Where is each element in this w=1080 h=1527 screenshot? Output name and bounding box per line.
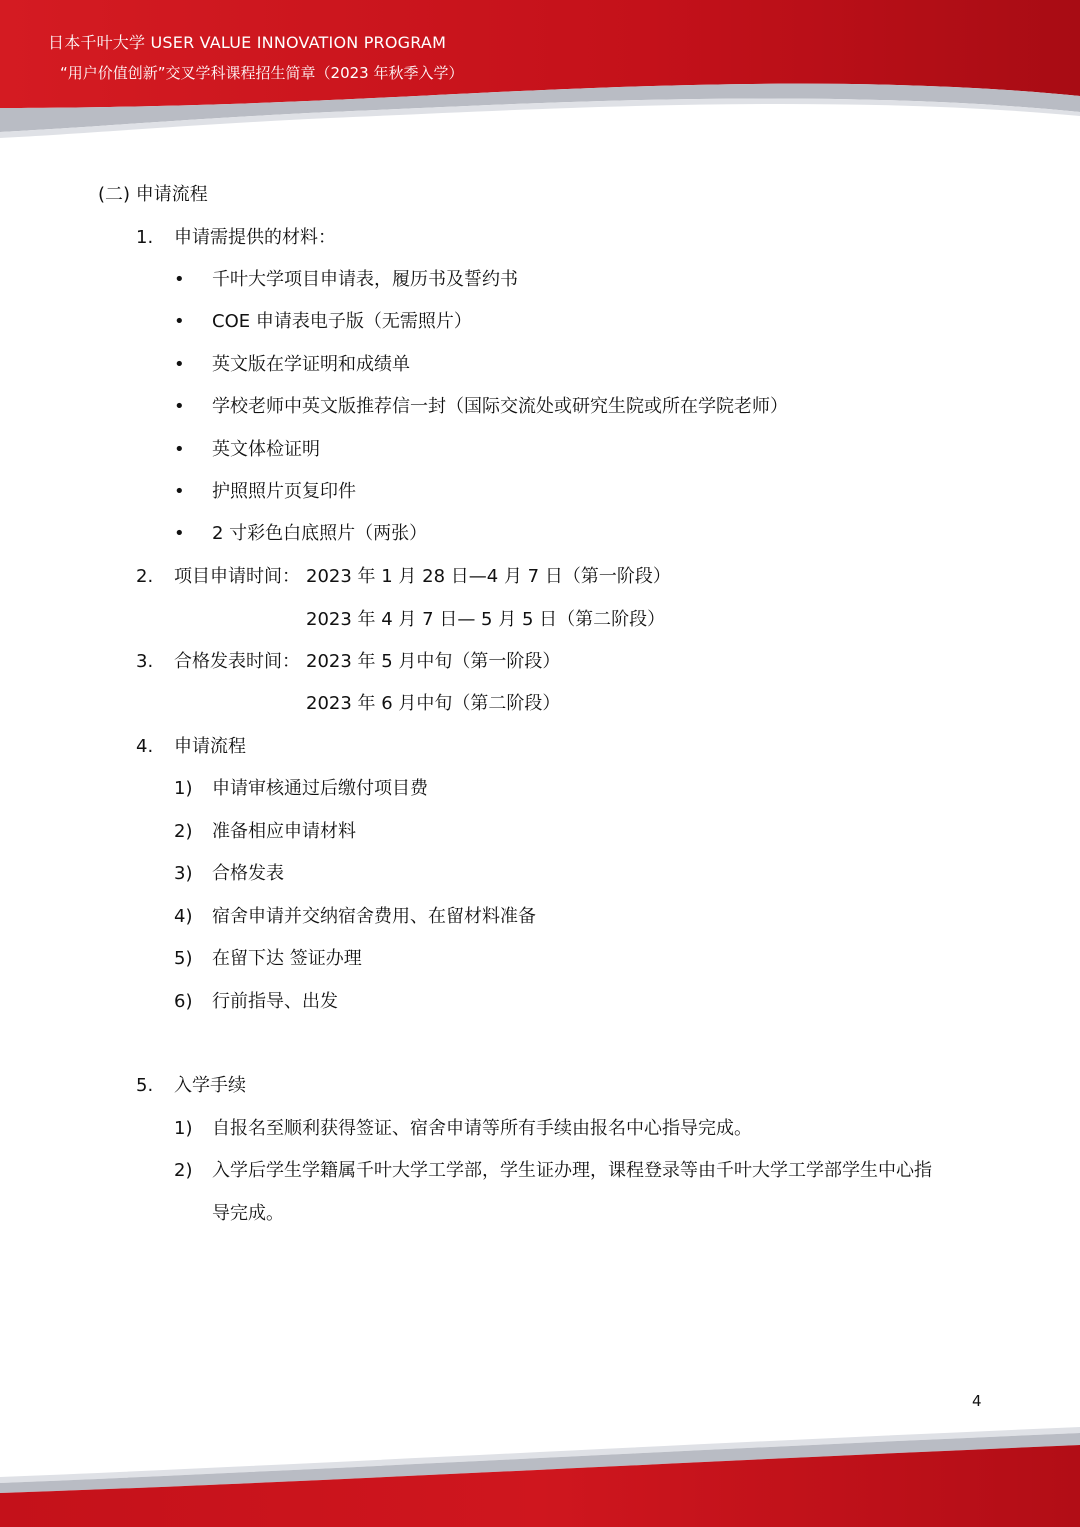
- list-item: 护照照片页复印件: [212, 481, 356, 502]
- step-text: 入学后学生学籍属千叶大学工学部，学生证办理，课程登录等由千叶大学工学部学生中心指: [212, 1160, 932, 1181]
- item-number: 4.: [136, 736, 154, 757]
- application-period-2: 2023 年 4 月 7 日— 5 月 5 日（第二阶段）: [306, 609, 666, 630]
- bullet-icon: •: [174, 481, 185, 502]
- step-text: 合格发表: [212, 863, 284, 884]
- application-period-1: 2023 年 1 月 28 日—4 月 7 日（第一阶段）: [306, 566, 671, 587]
- step-number: 3): [174, 863, 193, 884]
- step-text: 准备相应申请材料: [212, 821, 356, 842]
- bullet-icon: •: [174, 523, 185, 544]
- item-label: 申请流程: [174, 736, 246, 757]
- bullet-icon: •: [174, 396, 185, 417]
- step-number: 2): [174, 1160, 193, 1181]
- step-number: 5): [174, 948, 193, 969]
- item-number: 1.: [136, 227, 154, 248]
- step-text: 自报名至顺利获得签证、宿舍申请等所有手续由报名中心指导完成。: [212, 1118, 752, 1139]
- bullet-icon: •: [174, 439, 185, 460]
- step-number: 1): [174, 778, 193, 799]
- list-item: 千叶大学项目申请表，履历书及誓约书: [212, 269, 518, 290]
- item-label: 项目申请时间：: [174, 566, 300, 587]
- step-number: 1): [174, 1118, 193, 1139]
- page-number: 4: [972, 1392, 982, 1410]
- result-date-2: 2023 年 6 月中旬（第二阶段）: [306, 693, 561, 714]
- item-number: 5.: [136, 1075, 154, 1096]
- step-text: 申请审核通过后缴付项目费: [212, 778, 428, 799]
- list-item: COE 申请表电子版（无需照片）: [212, 311, 472, 332]
- list-item: 英文体检证明: [212, 439, 320, 460]
- item-number: 2.: [136, 566, 154, 587]
- step-text: 在留下达 签证办理: [212, 948, 362, 969]
- item-label: 申请需提供的材料：: [174, 227, 336, 248]
- header-title-cn: “用户价值创新”交叉学科课程招生简章（2023 年秋季入学）: [60, 64, 464, 82]
- result-date-1: 2023 年 5 月中旬（第一阶段）: [306, 651, 561, 672]
- bullet-icon: •: [174, 354, 185, 375]
- item-label: 入学手续: [174, 1075, 246, 1096]
- section-title: (二) 申请流程: [98, 184, 208, 205]
- step-text-continuation: 导完成。: [212, 1203, 284, 1224]
- step-number: 2): [174, 821, 193, 842]
- step-text: 宿舍申请并交纳宿舍费用、在留材料准备: [212, 906, 536, 927]
- item-label: 合格发表时间：: [174, 651, 300, 672]
- list-item: 学校老师中英文版推荐信一封（国际交流处或研究生院或所在学院老师）: [212, 396, 788, 417]
- item-number: 3.: [136, 651, 154, 672]
- list-item: 英文版在学证明和成绩单: [212, 354, 410, 375]
- step-text: 行前指导、出发: [212, 991, 338, 1012]
- header-title-en: 日本千叶大学 USER VALUE INNOVATION PROGRAM: [48, 33, 447, 52]
- bullet-icon: •: [174, 311, 185, 332]
- footer-banner: [0, 1425, 1080, 1527]
- list-item: 2 寸彩色白底照片（两张）: [212, 523, 428, 544]
- step-number: 6): [174, 991, 193, 1012]
- step-number: 4): [174, 906, 193, 927]
- bullet-icon: •: [174, 269, 185, 290]
